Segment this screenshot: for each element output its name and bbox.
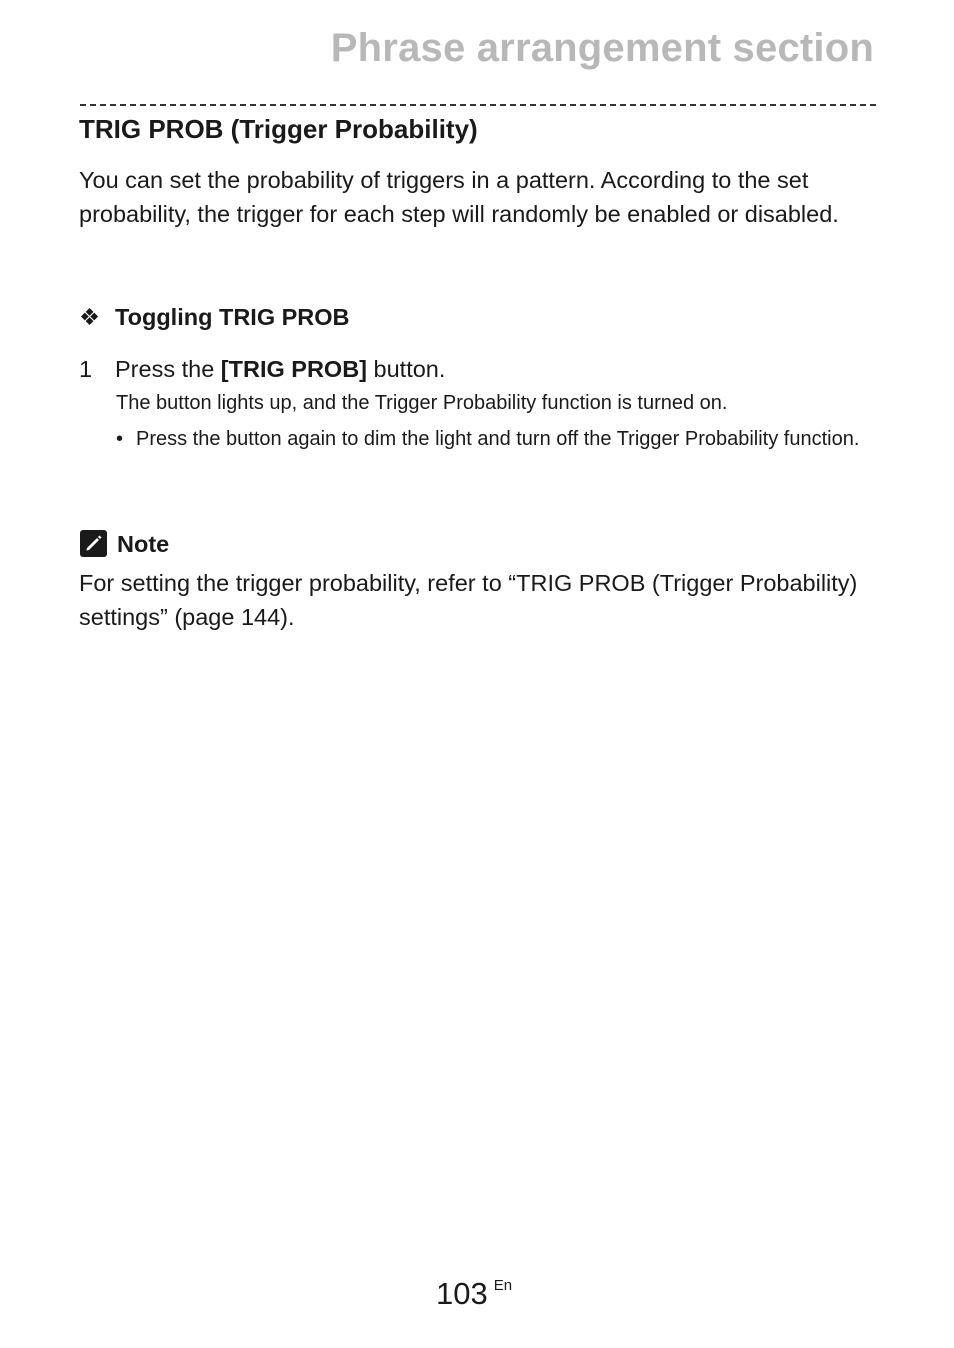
- dashed-divider: [80, 104, 876, 106]
- step-number: 1: [79, 356, 93, 382]
- page-number-value: 103: [436, 1276, 488, 1311]
- step-result: The button lights up, and the Trigger Probability function is turned on.: [116, 392, 728, 414]
- language-code: En: [493, 1277, 513, 1294]
- note-text: For setting the trigger probability, refer to “TRIG PROB (Trigger Probability) settings” (page 144).: [79, 570, 858, 630]
- step-1: [79, 356, 445, 383]
- step-text-before: Press the: [115, 356, 221, 382]
- pencil-icon: [80, 530, 107, 557]
- note-label: Note: [117, 531, 170, 557]
- button-name: [TRIG PROB]: [220, 356, 368, 382]
- procedure-heading: [79, 303, 350, 331]
- intro-paragraph: You can set the probability of triggers in a pattern. According to the set probability, the trigger for each step will randomly be enabled or disabled.: [79, 167, 839, 227]
- section-title: Phrase arrangement section: [330, 26, 874, 70]
- note-heading: [80, 530, 169, 558]
- bullet-item: [116, 422, 866, 456]
- page-number: [436, 1276, 512, 1312]
- bullet-text: Press the button again to dim the light and turn off the Trigger Probability function.: [136, 428, 860, 450]
- diamond-marker-icon: ❖: [79, 304, 101, 330]
- procedure-title: Toggling TRIG PROB: [115, 304, 350, 330]
- bullet-marker: •: [116, 428, 124, 450]
- topic-heading: TRIG PROB (Trigger Probability): [79, 114, 478, 144]
- step-text-after: button.: [367, 356, 446, 382]
